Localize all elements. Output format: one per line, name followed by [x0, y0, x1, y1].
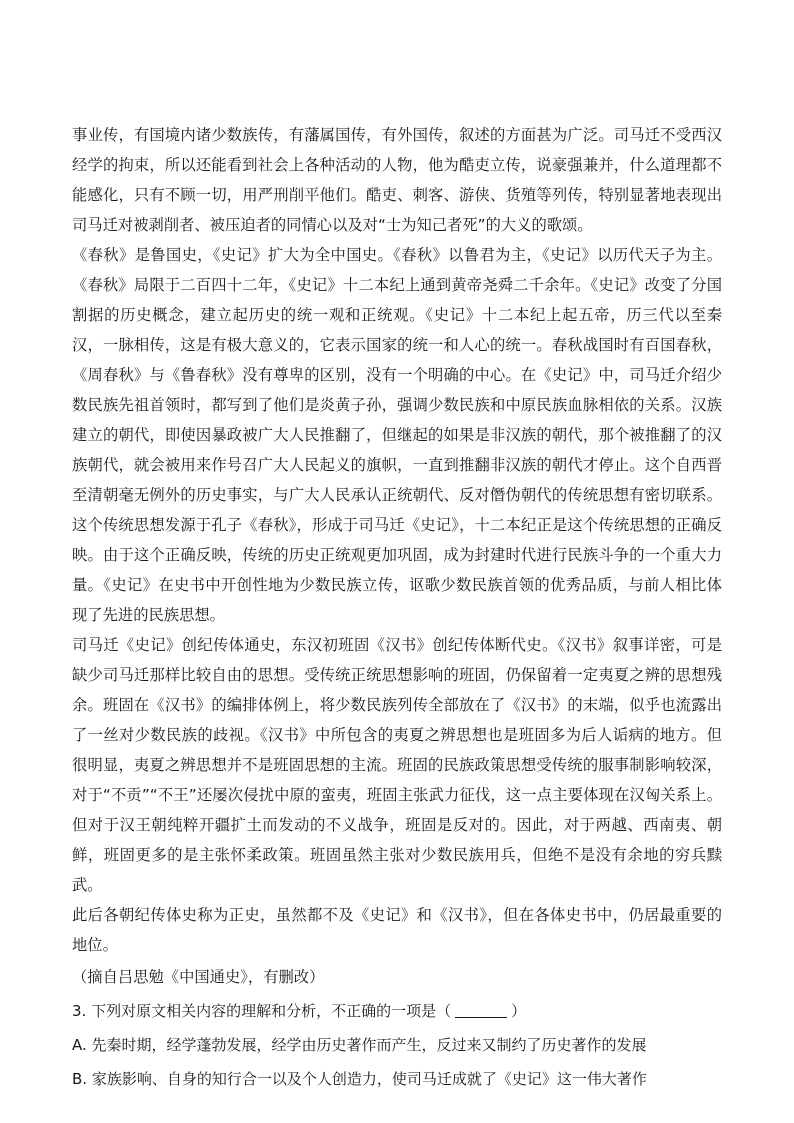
- question-close: ）: [511, 1002, 527, 1020]
- document-page: [72, 120, 722, 1094]
- option-b: B. 家族影响、自身的知行合一以及个人创造力，使司马迁成就了《史记》这一伟大著作: [72, 1070, 647, 1088]
- question-text: 3. 下列对原文相关内容的理解和分析，不正确的一项是（: [72, 1002, 452, 1020]
- paragraph-3: 司马迁《史记》创纪传体通史，东汉初班固《汉书》创纪传体断代史。《汉书》叙事详密，可是缺少司马迁那样比较自由的思想。受传统正统思想影响的班固，仍保留着一定夷夏之辨的思想残余。班固在《汉书》的编排体例上，将少数民族列传全部放在了《汉书》的末端，似乎也流露出了一丝对少数民族的歧视。《汉书》中所包含的夷夏之辨思想也是班固多为后人诟病的地方。但很明显，夷夏之辨思想并不是班固思想的主流。班固的民族政策思想受传统的服事制影响较深，对于“不贡”“不王”还屡次侵扰中原的蛮夷，班固主张武力征伐，这一点主要体现在汉匈关系上。但对于汉王朝纯粹开疆扩土而发动的不义战争，班固是反对的。因此，对于两越、西南夷、朝鲜，班固更多的是主张怀柔政策。班固虽然主张对少数民族用兵，但绝不是没有余地的穷兵黩武。: [72, 636, 722, 894]
- paragraph-4: 此后各朝纪传体史称为正史，虽然都不及《史记》和《汉书》，但在各体史书中，仍居最重要的地位。: [72, 906, 722, 954]
- paragraph-2: 《春秋》是鲁国史，《史记》扩大为全中国史。《春秋》以鲁君为主，《史记》以历代天子为主。《春秋》局限于二百四十二年，《史记》十二本纪上通到黄帝尧舜二千余年。《史记》改变了分国割据的历史概念，建立起历史的统一观和正统观。《史记》十二本纪上起五帝，历三代以至秦汉，一脉相传，这是有极大意义的，它表示国家的统一和人心的统一。春秋战国时有百国春秋，《周春秋》与《鲁春秋》没有尊卑的区别，没有一个明确的中心。在《史记》中，司马迁介绍少数民族先祖首领时，都写到了他们是炎黄子孙，强调少数民族和中原民族血脉相依的关系。汉族建立的朝代，即使因暴政被广大人民推翻了，但继起的如果是非汉族的朝代，那个被推翻了的汉族朝代，就会被用来作号召广大人民起义的旗帜，一直到推翻非汉族的朝代才停止。这个自西晋至清朝毫无例外的历史事实，与广大人民承认正统朝代、反对僭伪朝代的传统思想有密切联系。这个传统思想发源于孔子《春秋》，形成于司马迁《史记》，十二本纪正是这个传统思想的正确反映。由于这个正确反映，传统的历史正统观更加巩固，成为封建时代进行民族斗争的一个重大力量。《史记》在史书中开创性地为少数民族立传，讴歌少数民族首领的优秀品质，与前人相比体现了先进的民族思想。: [72, 246, 722, 624]
- question-3: [72, 996, 722, 1026]
- answer-blank[interactable]: [455, 1001, 507, 1018]
- paragraph-1: 事业传，有国境内诸少数族传，有藩属国传，有外国传，叙述的方面甚为广泛。司马迁不受西汉经学的拘束，所以还能看到社会上各种活动的人物，他为酷吏立传，说豪强兼并，什么道理都不能感化，只有不顾一切，用严刑削平他们。酷吏、刺客、游侠、货殖等列传，特别显著地表现出司马迁对被剥削者、被压迫者的同情心以及对“士为知己者死”的大义的歌颂。: [72, 126, 722, 234]
- option-a: A. 先秦时期，经学蓬勃发展，经学由历史著作而产生，反过来又制约了历史著作的发展: [72, 1036, 647, 1054]
- source-citation: （摘自吕思勉《中国通史》，有删改）: [72, 968, 325, 986]
